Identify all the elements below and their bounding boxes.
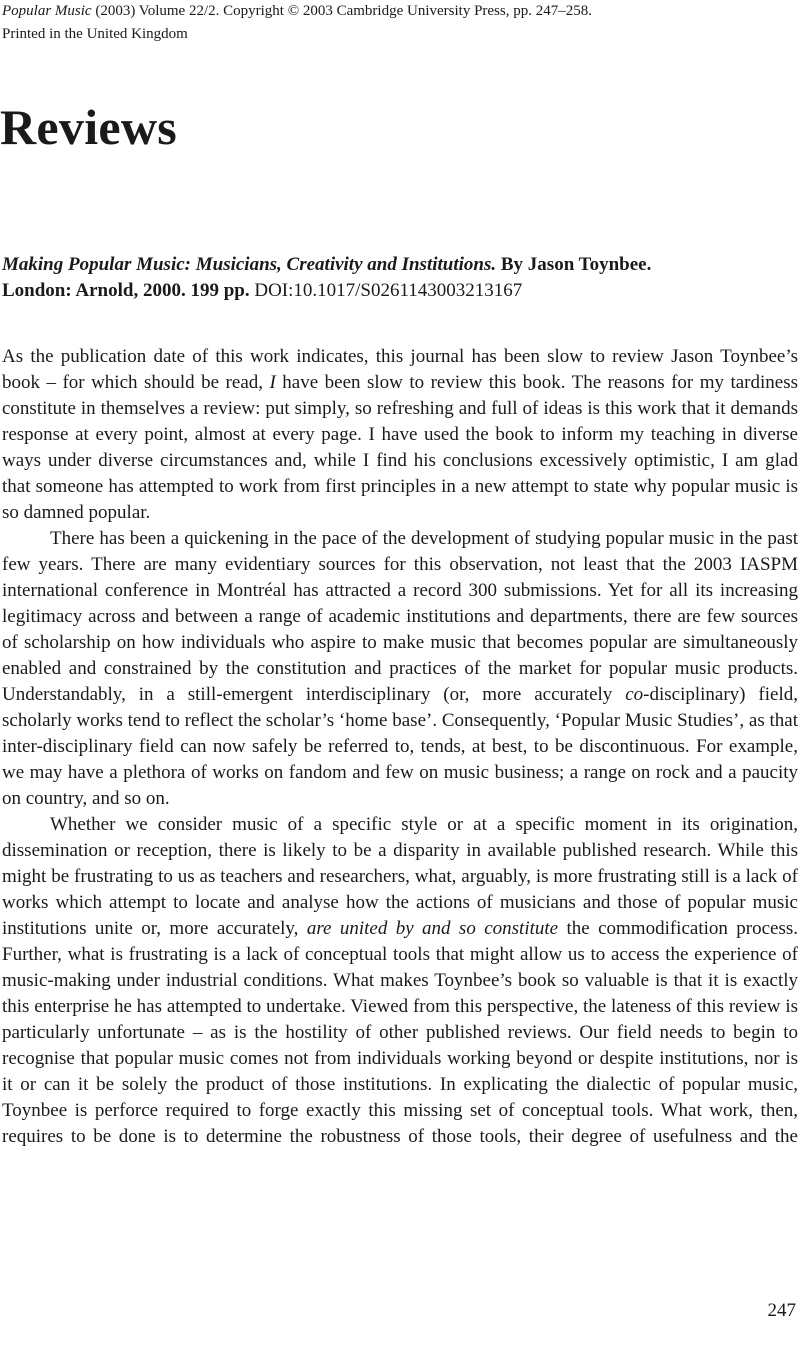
book-title: Making Popular Music: Musicians, Creativity and Institutions. (2, 254, 497, 275)
book-publisher: London: Arnold, 2000. 199 pp. (2, 280, 250, 301)
running-header (2, 0, 792, 46)
paragraph-1-text-a: As the publication date of this work indicates, this journal has been slow to review Jason Toynbee’s book – for which should be read, (2, 346, 798, 393)
review-body (2, 344, 798, 1150)
paragraph-1-emphasis: I (269, 372, 276, 393)
paragraph-3-text-a: Whether we consider music of a specific style or at a specific moment in its origination, dissemination or reception, there is likely to be a disparity in available published research. While this might be frustrating to us as teachers and researchers, what, arguably, is more frustrating still is a lack of works which attempt to locate and analyse how the actions of musicians and those of popular music institutions unite or, more accurately, (2, 814, 798, 939)
paragraph-1 (2, 344, 798, 526)
paragraph-3-emphasis: are united by and so constitute (306, 918, 559, 939)
page-number: 247 (767, 1300, 796, 1321)
journal-citation-details: (2003) Volume 22/2. Copyright © 2003 Cambridge University Press, pp. 247–258. (91, 3, 592, 19)
section-title: Reviews (0, 99, 178, 155)
journal-citation (2, 0, 792, 23)
journal-name: Popular Music (2, 3, 92, 19)
paragraph-2-emphasis: co (625, 684, 644, 705)
paragraph-1-text-b: have been slow to review this book. The reasons for my tardiness constitute in themselves a review: put simply, so refreshing and full of ideas is this work that it demands response at every point, almost at every page. I have used the book to inform my teaching in diverse ways under diverse circumstances and, while I find his conclusions excessively optimistic, I am glad that someone has attempted to work from first principles in a new attempt to state why popular music is so damned popular. (2, 372, 798, 523)
doi: DOI:10.1017/S0261143003213167 (249, 280, 523, 301)
paragraph-2-text-b: -disciplinary) field, scholarly works tend to reflect the scholar’s ‘home base’. Consequently, ‘Popular Music Studies’, as that inter-disciplinary field can now safely be referred to, tends, at best, to be discontinuous. For example, we may have a plethora of works on fandom and few on music business; a range on rock and a paucity on country, and so on. (2, 684, 798, 809)
paragraph-3 (2, 812, 798, 1150)
paragraph-2 (2, 526, 798, 812)
paragraph-2-text-a: There has been a quickening in the pace of the development of studying popular music in the past few years. There are many evidentiary sources for this observation, not least that the 2003 IASPM international conference in Montréal has attracted a record 300 submissions. Yet for all its increasing legitimacy across and between a range of academic institutions and departments, there are few sources of scholarship on how individuals who aspire to make music that becomes popular are simultaneously enabled and constrained by the constitution and practices of the market for popular music products. Understandably, in a still-emergent interdisciplinary (or, more accurately (2, 528, 798, 705)
book-author: By Jason Toynbee. (496, 254, 652, 275)
review-citation (2, 252, 798, 304)
printed-line: Printed in the United Kingdom (2, 26, 188, 42)
paragraph-3-text-b: the commodification process. Further, what is frustrating is a lack of conceptual tools that might allow us to access the experience of music-making under industrial conditions. What makes Toynbee’s book so valuable is that it is exactly this enterprise he has attempted to undertake. Viewed from this perspective, the lateness of this review is particularly unfortunate – as is the hostility of other published reviews. Our field needs to begin to recognise that popular music comes not from individuals working beyond or despite institutions, nor is it or can it be solely the product of those institutions. In explicating the dialectic of popular music, Toynbee is perforce required to forge exactly this missing set of conceptual tools. What work, then, requires to be done is to determine the robustness of those tools, their degree of usefulness and the (2, 918, 799, 1147)
